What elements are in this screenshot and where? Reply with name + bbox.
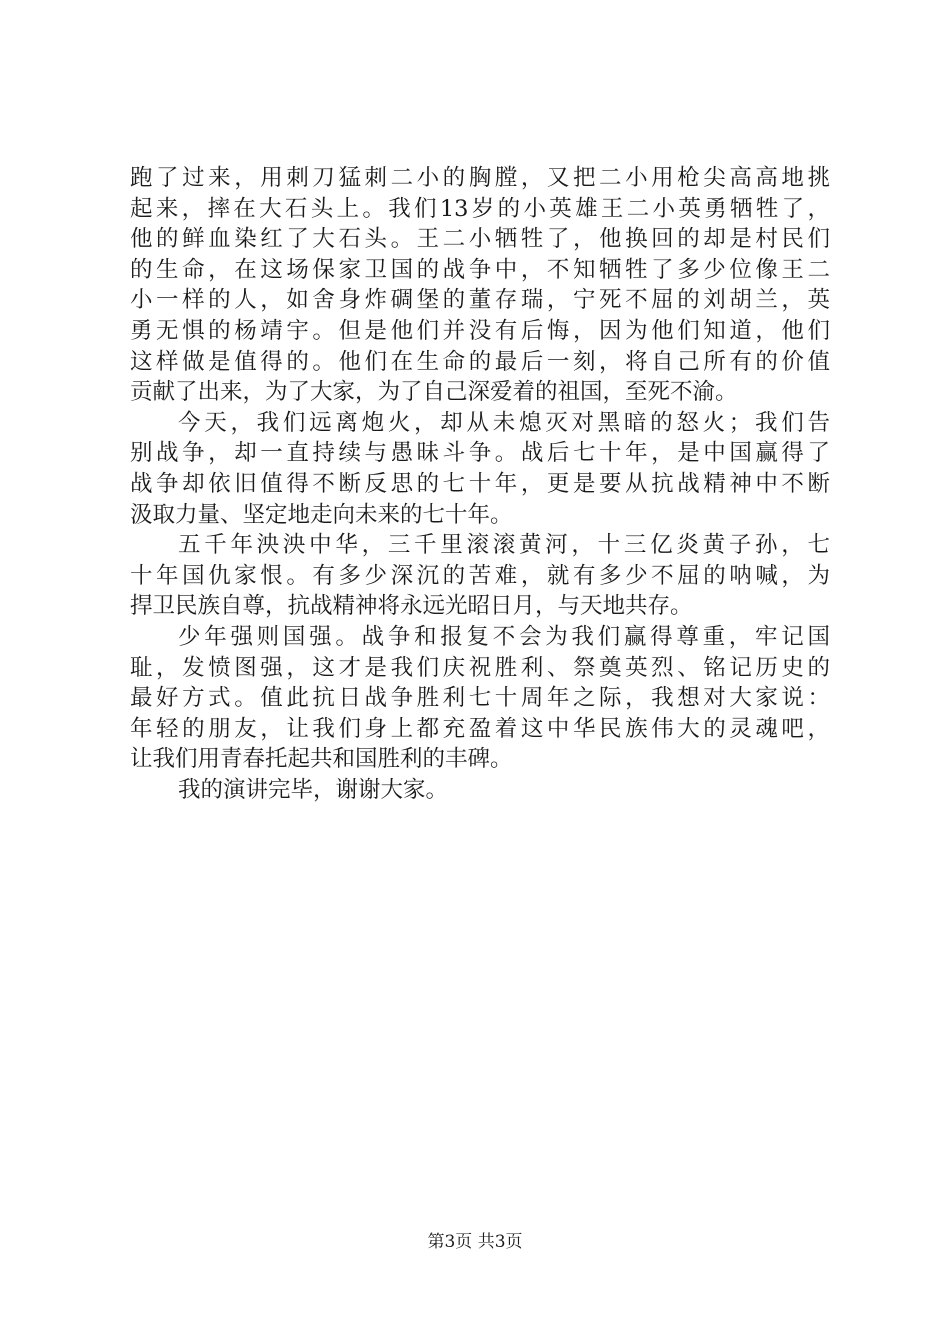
speech-body [130, 163, 830, 805]
text-line: 耻，发愤图强，这才是我们庆祝胜利、祭奠英烈、铭记历史的 [130, 654, 830, 681]
text-line: 他的鲜血染红了大石头。王二小牺牲了，他换回的却是村民们 [130, 226, 830, 253]
text-line: 小一样的人，如舍身炸碉堡的董存瑞，宁死不屈的刘胡兰，英 [130, 287, 830, 314]
text-line: 我的演讲完毕，谢谢大家。 [178, 776, 449, 803]
text-line: 勇无惧的杨靖宇。但是他们并没有后悔，因为他们知道，他们 [130, 317, 830, 344]
text-line: 让我们用青春托起共和国胜利的丰碑。 [130, 746, 513, 773]
text-line: 十年国仇家恨。有多少深沉的苦难，就有多少不屈的呐喊，为 [130, 562, 830, 589]
text-line: 的生命，在这场保家卫国的战争中，不知牺牲了多少位像王二 [130, 256, 830, 283]
text-line: 年轻的朋友，让我们身上都充盈着这中华民族伟大的灵魂吧， [130, 715, 830, 742]
text-line: 五千年泱泱中华，三千里滚滚黄河，十三亿炎黄子孙，七 [178, 532, 830, 559]
text-line: 战争却依旧值得不断反思的七十年，更是要从抗战精神中不断 [130, 470, 830, 497]
text-line: 起来，摔在大石头上。我们13岁的小英雄王二小英勇牺牲了， [130, 195, 830, 222]
text-line: 汲取力量、坚定地走向未来的七十年。 [130, 501, 513, 528]
text-line: 捍卫民族自尊，抗战精神将永远光昭日月，与天地共存。 [130, 593, 693, 620]
text-line: 少年强则国强。战争和报复不会为我们赢得尊重，牢记国 [178, 623, 830, 650]
text-line: 今天，我们远离炮火，却从未熄灭对黑暗的怒火；我们告 [178, 409, 830, 436]
text-line: 贡献了出来，为了大家，为了自己深爱着的祖国，至死不渝。 [130, 379, 738, 406]
text-line: 别战争，却一直持续与愚昧斗争。战后七十年，是中国赢得了 [130, 440, 830, 467]
text-line: 最好方式。值此抗日战争胜利七十周年之际，我想对大家说： [130, 685, 830, 712]
page-number-footer: 第3页 共3页 [427, 1232, 523, 1252]
text-line: 这样做是值得的。他们在生命的最后一刻，将自己所有的价值 [130, 348, 830, 375]
text-line: 跑了过来，用刺刀猛刺二小的胸膛，又把二小用枪尖高高地挑 [130, 165, 830, 191]
